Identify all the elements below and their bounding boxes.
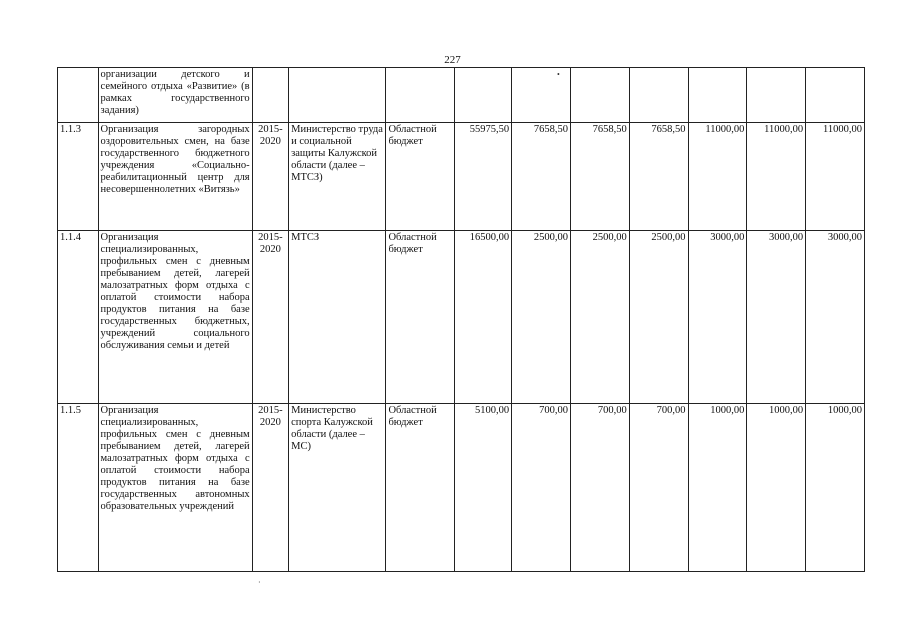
amount-cell: 11000,00: [806, 123, 865, 231]
amount-cell: 1000,00: [688, 404, 747, 572]
period-cell: 2015-2020: [252, 231, 288, 404]
activity-name-cell: Организация загородных оздоровительных смен, на базе государственного бюджетного учреждения «Социально-реабилитационный центр для несовершеннолетних «Витязь»: [98, 123, 252, 231]
table-row: [58, 404, 865, 572]
table-row: [58, 123, 865, 231]
amount-cell: 3000,00: [747, 231, 806, 404]
activity-name-cell: Организация специализированных, профильных смен с дневным пребыванием детей, лагерей малозатратных форм отдыха с оплатой стоимости набора продуктов питания на базе государственных бюджетных, учреждений социального обслуживания семьи и детей: [98, 231, 252, 404]
executor-cell: МТСЗ: [289, 231, 386, 404]
period-cell: [252, 68, 288, 123]
amount-cell: 700,00: [512, 404, 571, 572]
period-cell: 2015-2020: [252, 404, 288, 572]
amount-total-cell: 55975,50: [455, 123, 512, 231]
scan-speck: ·: [258, 578, 261, 587]
scan-speck: •: [557, 70, 560, 79]
item-number-cell: 1.1.5: [58, 404, 99, 572]
amount-cell: 3000,00: [806, 231, 865, 404]
table-row: [58, 231, 865, 404]
executor-cell: Министерство спорта Калужской области (далее – МС): [289, 404, 386, 572]
amount-cell: 7658,50: [570, 123, 629, 231]
amount-cell: 7658,50: [512, 123, 571, 231]
amount-cell: 1000,00: [806, 404, 865, 572]
executor-cell: Министерство труда и социальной защиты Калужской области (далее – МТСЗ): [289, 123, 386, 231]
amount-total-cell: 16500,00: [455, 231, 512, 404]
amount-cell: 11000,00: [688, 123, 747, 231]
activity-name-cell: Организация специализированных, профильных смен с дневным пребыванием детей, лагерей малозатратных форм отдыха с оплатой стоимости набора продуктов питания на базе государственных автономных образовательных учреждений: [98, 404, 252, 572]
executor-cell: [289, 68, 386, 123]
amount-cell: 700,00: [629, 404, 688, 572]
amount-cell: 2500,00: [570, 231, 629, 404]
item-number-cell: 1.1.3: [58, 123, 99, 231]
amount-cell: 7658,50: [629, 123, 688, 231]
amount-cell: 2500,00: [512, 231, 571, 404]
page-number: 227: [444, 54, 461, 66]
amount-total-cell: [455, 68, 512, 123]
amount-cell: [806, 68, 865, 123]
amount-cell: [512, 68, 571, 123]
item-number-cell: [58, 68, 99, 123]
funding-source-cell: [386, 68, 455, 123]
amount-cell: [629, 68, 688, 123]
amount-cell: 11000,00: [747, 123, 806, 231]
amount-cell: [688, 68, 747, 123]
amount-cell: 3000,00: [688, 231, 747, 404]
table-row: [58, 68, 865, 123]
funding-source-cell: Областной бюджет: [386, 231, 455, 404]
amount-cell: [747, 68, 806, 123]
amount-cell: [570, 68, 629, 123]
period-cell: 2015-2020: [252, 123, 288, 231]
amount-total-cell: 5100,00: [455, 404, 512, 572]
funding-source-cell: Областной бюджет: [386, 404, 455, 572]
budget-table: [57, 67, 865, 572]
funding-source-cell: Областной бюджет: [386, 123, 455, 231]
amount-cell: 2500,00: [629, 231, 688, 404]
activity-name-cell: организации детского и семейного отдыха «Развитие» (в рамках государственного задания): [98, 68, 252, 123]
item-number-cell: 1.1.4: [58, 231, 99, 404]
amount-cell: 700,00: [570, 404, 629, 572]
amount-cell: 1000,00: [747, 404, 806, 572]
